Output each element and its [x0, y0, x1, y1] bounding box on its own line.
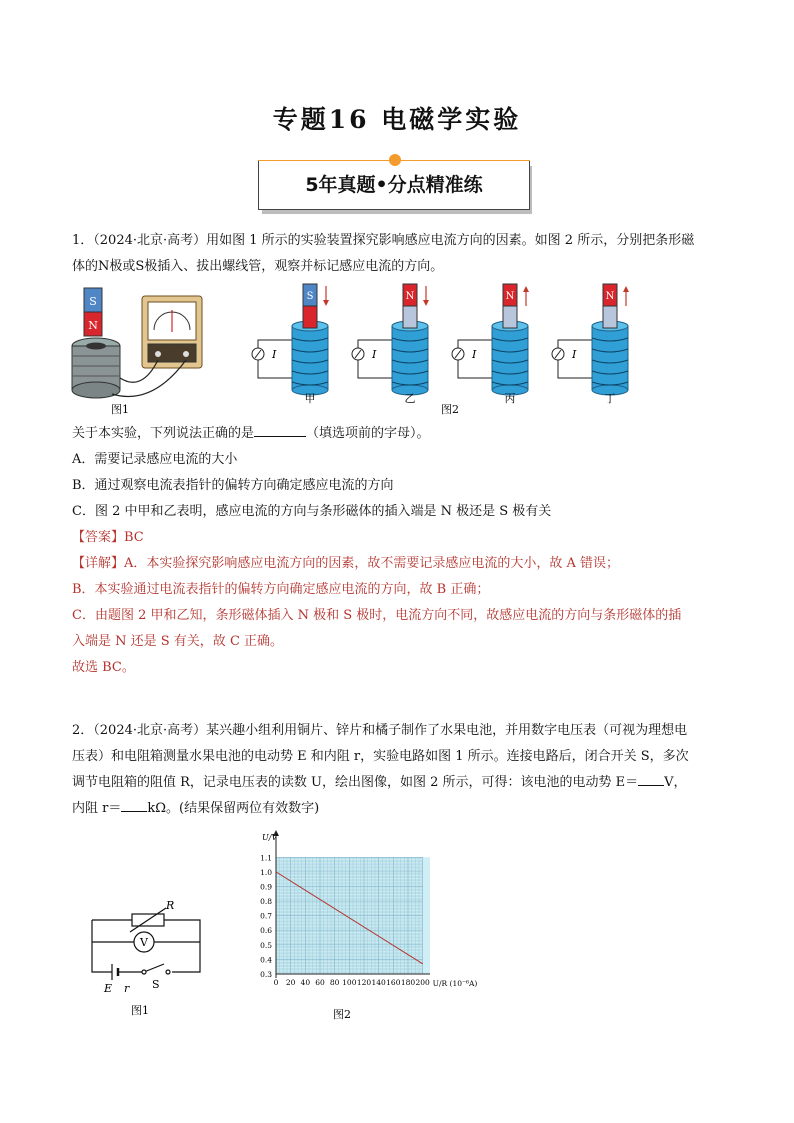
magnet-pole-label: N: [505, 291, 515, 302]
solenoid: [292, 326, 328, 390]
x-tick-label: 100: [342, 978, 357, 987]
q2-chart: [244, 828, 494, 1024]
x-tick-label: 200: [415, 978, 430, 987]
x-tick-label: 140: [371, 978, 386, 987]
q1-stem-line1: 1．（2024·北京·高考）用如图 1 所示的实验装置探究影响感应电流方向的因素。如图 2 所示，分别把条形磁: [72, 233, 695, 248]
magnet-bottom: [403, 306, 417, 328]
magnet-bottom: [603, 306, 617, 328]
banner-dot: [389, 154, 401, 166]
q1-question-post: （填选项前的字母）。: [306, 426, 430, 441]
answer-value: BC: [124, 530, 144, 545]
coil-panel-2: [352, 284, 429, 405]
switch-contact: [166, 970, 170, 974]
x-tick-label: 20: [285, 978, 296, 987]
q2-r-blank: [121, 797, 147, 812]
coil-panel-1: [252, 284, 329, 405]
q2-line4-post: kΩ。(结果保留两位有效数字): [147, 801, 320, 816]
x-tick-label: 180: [400, 978, 416, 987]
q1-detail-3: C．由题图 2 甲和乙知，条形磁体插入 N 极和 S 极时，电流方向不同，故感应电流的方向与条形磁体的插: [72, 608, 682, 623]
magnet-n-label: N: [88, 319, 98, 332]
q1-figure1: [62, 282, 222, 418]
x-tick-label: 0: [273, 978, 279, 987]
section-banner: [258, 160, 530, 212]
y-tick-label: 0.8: [260, 897, 272, 907]
coil: [72, 338, 120, 398]
q1-body: [72, 421, 724, 681]
x-tick-label: 160: [386, 978, 401, 987]
q2-fig1-label: 图1: [131, 1004, 149, 1017]
q2-line3-end: V，: [664, 775, 687, 790]
q1-answer-blank: [254, 422, 306, 437]
q2-emf-blank: [638, 771, 664, 786]
circuit-label-r: r: [124, 982, 130, 995]
q1-question: [72, 421, 724, 447]
circuit-label-r-box: R: [166, 899, 175, 912]
switch-pivot: [142, 970, 146, 974]
q1-detail-4: 入端是 N 还是 S 有关，故 C 正确。: [72, 634, 284, 649]
magnet-pole-label: N: [405, 291, 415, 302]
x-tick-label: 120: [356, 978, 372, 987]
galvanometer: [142, 296, 202, 368]
q1-option-b: B．通过观察电流表指针的偏转方向确定感应电流的方向: [72, 478, 394, 493]
solenoid: [492, 326, 528, 390]
q1-option-c: C．图 2 中甲和乙表明，感应电流的方向与条形磁体的插入端是 N 极还是 S 极有关: [72, 504, 552, 519]
magnet-bottom: [303, 306, 317, 328]
y-tick-label: 0.5: [260, 940, 272, 950]
magnet-s-label: S: [89, 295, 97, 308]
current-label: I: [472, 348, 477, 361]
q2-line4: [72, 796, 724, 822]
q2-line4-pre: 内阻 r＝: [72, 801, 122, 816]
panel-label: 乙: [404, 392, 416, 405]
current-label: I: [272, 348, 277, 361]
y-tick-label: 0.9: [260, 882, 272, 892]
detail-text-1: A．本实验探究影响感应电流方向的因素，故不需要记录感应电流的大小，故 A 错误；: [124, 556, 620, 571]
x-tick-label: 60: [315, 978, 325, 987]
detail-tag: 【详解】: [72, 556, 125, 571]
current-label: I: [572, 348, 577, 361]
y-tick-label: 1.0: [260, 867, 272, 877]
q2-circuit: [82, 898, 212, 1022]
y-tick-label: 0.7: [260, 911, 272, 921]
y-tick-label: 1.1: [260, 853, 272, 863]
q1-detail-5: 故选 BC。: [72, 660, 135, 675]
panel-label: 丙: [504, 392, 516, 405]
q2-line2: 压表）和电阻箱测量水果电池的电动势 E 和内阻 r，实验电路如图 1 所示。连接电路后，闭合开关 S，多次: [72, 749, 689, 764]
x-tick-label: 40: [300, 978, 311, 987]
solenoid: [592, 326, 628, 390]
answer-tag: 【答案】: [72, 530, 125, 545]
x-axis-label: U/R (10⁻⁶A): [432, 979, 478, 988]
q1-stem-line2: 体的N极或S极插入、拔出螺线管，观察并标记感应电流的方向。: [72, 259, 444, 274]
q1-figure2: [244, 282, 640, 418]
q1-detail-1: [72, 551, 724, 577]
x-tick-label: 80: [329, 978, 340, 987]
y-tick-label: 0.6: [260, 926, 272, 936]
magnet-pole-label: S: [306, 291, 314, 302]
coil-panel-3: [452, 284, 529, 405]
q1-answer: [72, 525, 724, 551]
circuit-label-e: E: [104, 982, 113, 995]
banner-label: 5年真题•分点精准练: [258, 160, 530, 210]
q1-fig2-label: 图2: [441, 403, 459, 416]
q2-line3: [72, 770, 724, 796]
y-tick-label: 0.3: [260, 970, 272, 979]
panel-label: 甲: [304, 392, 316, 405]
magnet-pole-label: N: [605, 291, 615, 302]
q1-fig1-label: 图1: [111, 403, 129, 416]
y-tick-label: 0.4: [260, 955, 272, 965]
current-label: I: [372, 348, 377, 361]
solenoid: [392, 326, 428, 390]
q2-fig2-label: 图2: [333, 1008, 351, 1021]
page-title: 专题16 电磁学实验: [272, 105, 522, 134]
panel-label: 丁: [604, 392, 616, 405]
circuit-label-v: V: [140, 936, 148, 949]
magnet-bottom: [503, 306, 517, 328]
q1-stem: [72, 228, 724, 280]
q2-line3-text: 调节电阻箱的阻值 R，记录电压表的读数 U，绘出图像，如图 2 所示，可得：该电池的电动势 E＝: [72, 775, 639, 790]
q2-body: [72, 718, 724, 822]
y-axis-label: U/V: [262, 833, 278, 842]
q1-option-a: A．需要记录感应电流的大小: [72, 452, 238, 467]
coil-panel-4: [552, 284, 629, 405]
switch-lever: [144, 964, 164, 972]
q2-line1: 2．（2024·北京·高考）某兴趣小组利用铜片、锌片和橘子制作了水果电池，并用数字电压表（可视为理想电: [72, 723, 688, 738]
q1-question-pre: 关于本实验，下列说法正确的是: [72, 426, 255, 441]
q1-detail-2: B．本实验通过电流表指针的偏转方向确定感应电流的方向，故 B 正确；: [72, 582, 490, 597]
circuit-label-s: S: [152, 978, 160, 991]
